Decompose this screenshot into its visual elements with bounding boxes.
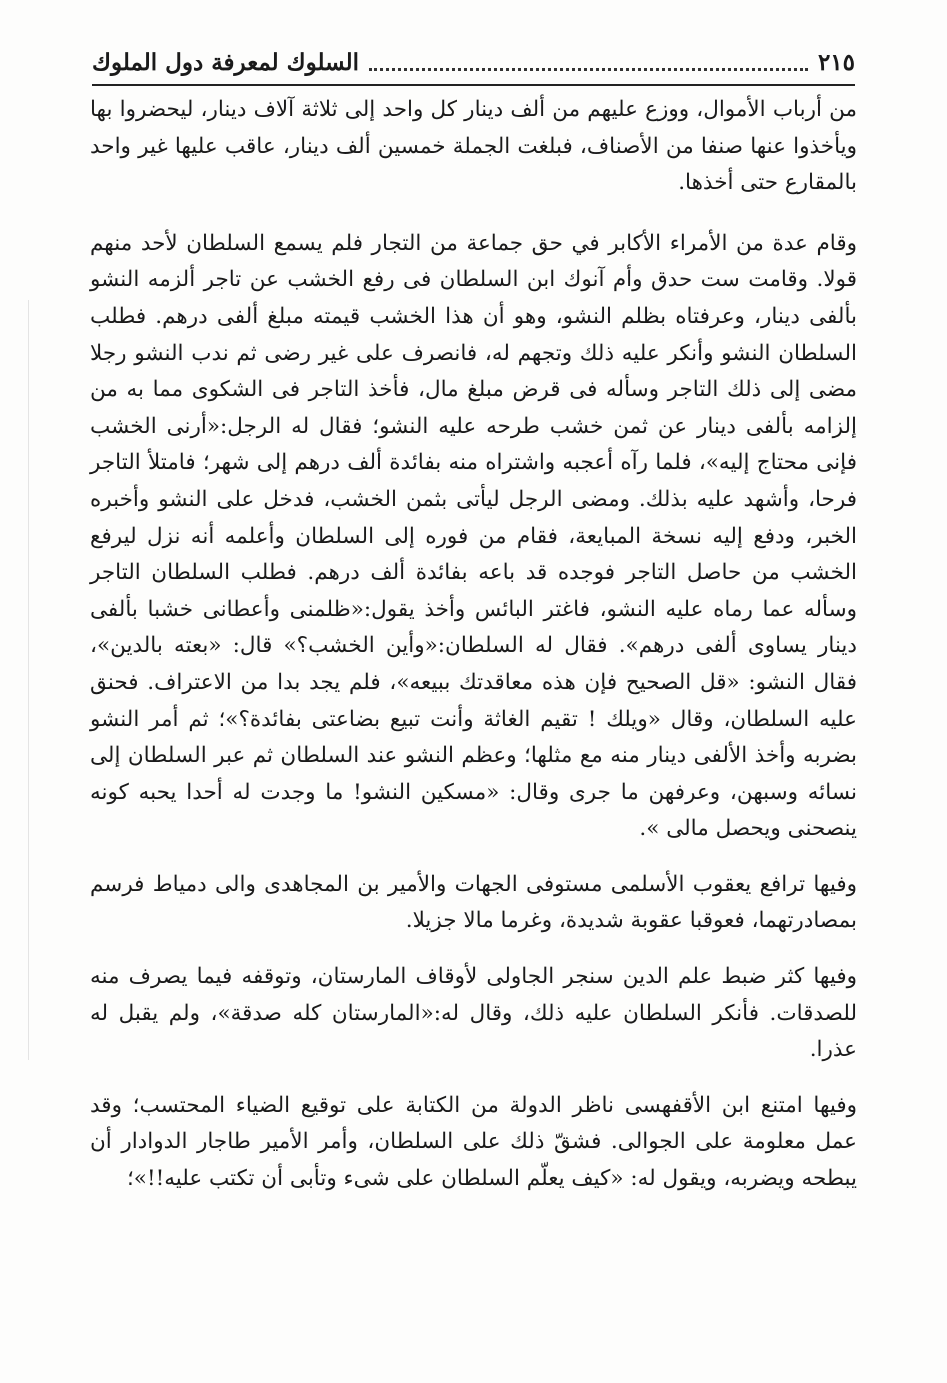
body-text: [90, 92, 857, 1217]
paragraph-2: وقام عدة من الأمراء الأكابر في حق جماعة من التجار فلم يسمع السلطان لأحد منهم قولا. وقامت ست حدق وأم آنوك ابن السلطان فى رفع الخشب عن تاجر ألزمه النشو بألفى دينار، وعرفتاه بظلم النشو، وهو أن هذا الخشب قيمته مبلغ ألفى درهم. فطلب السلطان النشو وأنكر عليه ذلك وتجهم له، فانصرف على غير رضى ثم ندب النشو رجلا مضى إلى ذلك التاجر وسأله فى قرض مبلغ مال، فأخذ التاجر فى الشكوى مما به من إلزامه بألفى دينار عن ثمن خشب طرحه عليه النشو؛ فقال له الرجل:«أرنى الخشب فإنى محتاج إليه»، فلما رآه أعجبه واشتراه منه بفائدة ألف درهم إلى شهر؛ فامتلأ التاجر فرحا، وأشهد عليه بذلك. ومضى الرجل ليأتى بثمن الخشب، فدخل على النشو وأخبره الخبر، ودفع إليه نسخة المبايعة، فقام من فوره إلى السلطان وأعلمه أنه نزل ليرفع الخشب من حاصل التاجر فوجده قد باعه بفائدة ألف درهم. فطلب السلطان التاجر وسأله عما رماه عليه النشو، فاغتر البائس وأخذ يقول:«ظلمنى وأعطانى خشبا بألفى دينار يساوى ألفى درهم». فقال له السلطان:«وأين الخشب؟» قال: «بعته بالدين»، فقال النشو: «قل الصحيح فإن هذه معاقدتك ببيعه»، فلم يجد بدا من الاعتراف. فحنق عليه السلطان، وقال «ويلك ! تقيم الغاثة وأنت تبيع بضاعتى بفائدة؟»؛ ثم أمر النشو بضربه وأخذ الألفى دينار منه مع مثلها؛ وعظم النشو عند السلطان ثم عبر السلطان إلى نسائه وسبهن، وعرفهن ما جرى وقال: «مسكين النشو! ما وجدت له أحدا يحبه كونه ينصحنى ويحصل مالى ».: [90, 230, 857, 842]
paragraph-1: من أرباب الأموال، ووزع عليهم من ألف دينار كل واحد إلى ثلاثة آلاف دينار، ليحضروا بها ويأخذوا عنها صنفا من الأصناف، فبلغت الجملة خمسين ألف دينار، عاقب عليها غير واحد بالمقارع حتى أخذها.: [90, 97, 857, 196]
running-title: السلوك لمعرفة دول الملوك: [92, 48, 360, 76]
paragraph-3: وفيها ترافع يعقوب الأسلمى مستوفى الجهات والأمير بن المجاهدى والى دمياط فرسم بمصادرتهما، فعوقبا عقوبة شديدة، وغرما مالا جزيلا.: [90, 871, 857, 934]
page-number: ٢١٥: [817, 48, 855, 76]
paragraph-5: وفيها امتنع ابن الأقفهسى ناظر الدولة من الكتابة على توقيع الضياء المحتسب؛ وقد عمل معلومة على الجوالى. فشقّ ذلك على السلطان، وأمر الأمير طاجار الدوادار أن يبطحه ويضربه، ويقول له: «كيف يعلّم السلطان على شىء وتأبى أن تكتب عليه!!»؛: [90, 1092, 857, 1192]
scan-shadow-line: [28, 300, 29, 1060]
dotted-leader: [369, 54, 808, 71]
paragraph-4: وفيها كثر ضبط علم الدين سنجر الجاولى لأوقاف المارستان، وتوقفه فيما يصرف منه للصدقات. فأنكر السلطان عليه ذلك، وقال له:«المارستان كله صدقة»، ولم يقبل له عذرا.: [90, 964, 857, 1063]
page-header: [92, 40, 855, 86]
